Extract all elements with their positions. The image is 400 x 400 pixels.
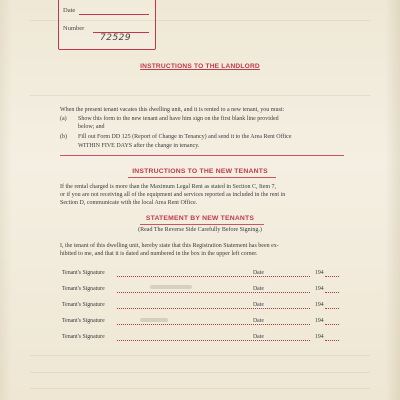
signature-label: Tenant's Signature [62, 302, 105, 308]
stamp-date-rule [79, 14, 149, 15]
signature-year: 194 [315, 286, 324, 292]
signature-date-label: Date [253, 318, 264, 324]
signature-date-label: Date [253, 302, 264, 308]
signature-label: Tenant's Signature [62, 318, 105, 324]
landlord-heading: INSTRUCTIONS TO THE LANDLORD [140, 63, 260, 70]
signature-year-line[interactable] [325, 308, 339, 309]
signature-date-label: Date [253, 270, 264, 276]
landlord-item-b-line2: WITHIN FIVE DAYS after the change in tenancy. [78, 143, 200, 149]
landlord-item-a-line2: below; and [78, 124, 105, 130]
signature-row [62, 302, 332, 312]
signature-year: 194 [315, 318, 324, 324]
new-tenants-line2: or if you are not receiving all of the equipment and services reported as included in the rent in [60, 192, 286, 198]
signature-row [62, 286, 332, 296]
statement-heading: STATEMENT BY NEW TENANTS [145, 215, 255, 222]
ink-smudge [140, 318, 168, 322]
stamp-number-value: 72529 [100, 33, 132, 43]
signature-year-line[interactable] [325, 292, 339, 293]
statement-line2: hibited to me, and that it is dated and numbered in the box in the upper left corner. [60, 251, 258, 257]
new-tenants-line1: If the rental charged is more than the Maximum Legal Rent as stated in Section C, Item 7, [60, 184, 276, 190]
new-tenants-line3: Section D, communicate with the local Area Rent Office. [60, 200, 198, 206]
signature-year-line[interactable] [325, 324, 339, 325]
signature-year-line[interactable] [325, 340, 339, 341]
stamp-date-label: Date [63, 7, 76, 14]
signature-year: 194 [315, 270, 324, 276]
signature-year: 194 [315, 334, 324, 340]
statement-heading-underline [140, 224, 264, 225]
signature-row [62, 270, 332, 280]
signature-label: Tenant's Signature [62, 334, 105, 340]
bleed-through-line [30, 355, 370, 356]
signature-line[interactable] [117, 324, 310, 325]
signature-line[interactable] [117, 340, 310, 341]
landlord-item-b-marker: (b) [60, 134, 67, 140]
signature-row [62, 334, 332, 344]
bleed-through-line [30, 95, 370, 96]
bleed-through-line [30, 372, 370, 373]
new-tenants-top-rule [60, 155, 344, 156]
stamp-number-label: Number [63, 25, 85, 32]
statement-subheading: (Read The Reverse Side Carefully Before Signing.) [138, 227, 262, 233]
ink-smudge [150, 285, 192, 289]
signature-line[interactable] [117, 292, 310, 293]
signature-label: Tenant's Signature [62, 270, 105, 276]
new-tenants-heading: INSTRUCTIONS TO THE NEW TENANTS [132, 168, 268, 175]
signature-line[interactable] [117, 276, 310, 277]
signature-label: Tenant's Signature [62, 286, 105, 292]
signature-date-label: Date [253, 334, 264, 340]
statement-line1: I, the tenant of this dwelling unit, hereby state that this Registration Statement has been ex- [60, 243, 279, 249]
landlord-intro: When the present tenant vacates this dwelling unit, and it is rented to a new tenant, you must: [60, 107, 285, 113]
signature-line[interactable] [117, 308, 310, 309]
signature-row [62, 318, 332, 328]
signature-year-line[interactable] [325, 276, 339, 277]
landlord-item-b-line1: Fill out Form DD 125 (Report of Change in Tenancy) and send it to the Area Rent Office [78, 134, 292, 140]
landlord-item-a-line1: Show this form to the new tenant and have him sign on the first blank line provided [78, 116, 279, 122]
new-tenants-heading-underline [128, 177, 276, 178]
bleed-through-line [30, 388, 370, 389]
signature-date-label: Date [253, 286, 264, 292]
signature-year: 194 [315, 302, 324, 308]
landlord-item-a-marker: (a) [60, 116, 67, 122]
